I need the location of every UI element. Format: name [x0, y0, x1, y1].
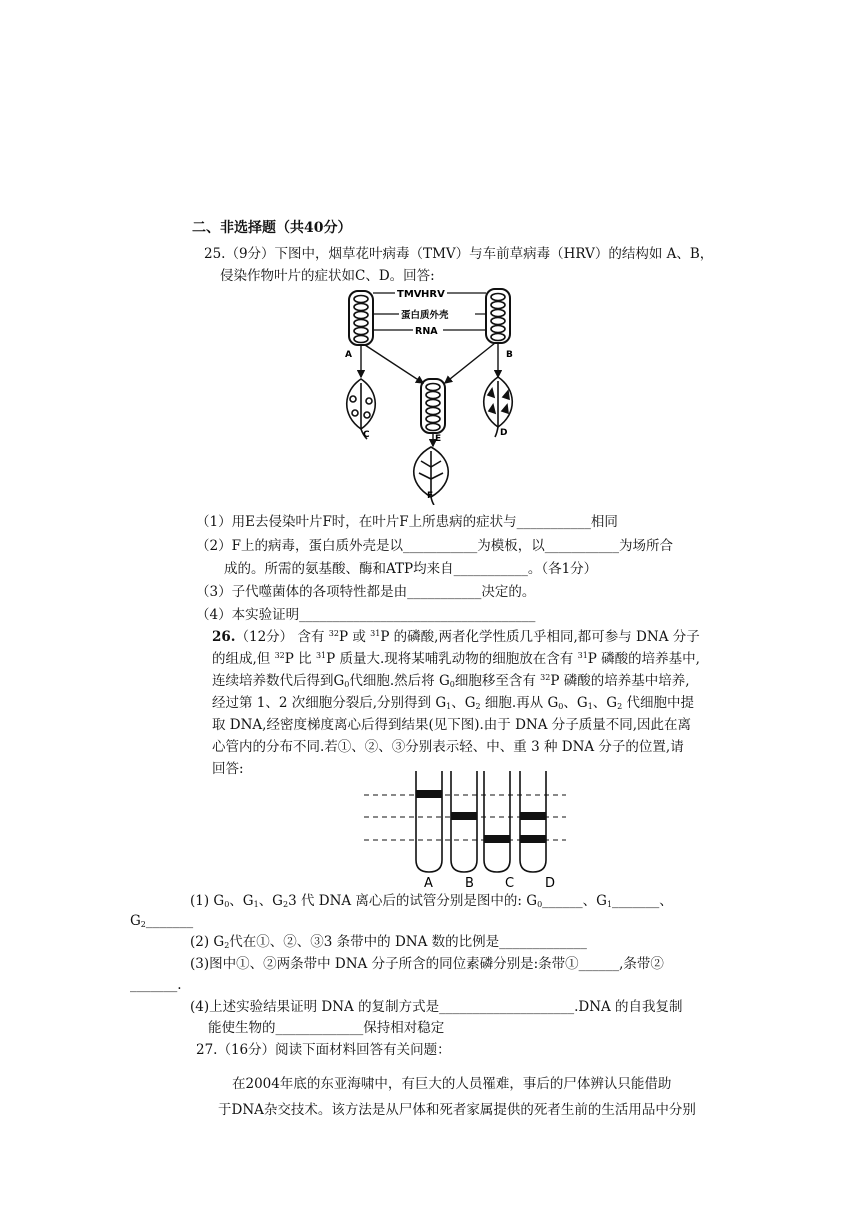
q26-sub3-cont: _______. — [130, 977, 182, 993]
label-a: A — [345, 350, 352, 360]
leaf-c — [347, 379, 376, 439]
q25-stem-line1: 25.（9分）下图中，烟草花叶病毒（TMV）与车前草病毒（HRV）的结构如 A、B， — [204, 246, 714, 262]
tube-label-c: C — [505, 876, 515, 890]
q26-line7: 回答: — [212, 761, 244, 777]
q26-sub1-cont: $G_2\_\_\_\_\_\_\_$ — [130, 913, 194, 929]
q27-paragraph-line2: 于DNA杂交技术。该方法是从尸体和死者家属提供的死者生前的生活用品中分别 — [218, 1102, 696, 1118]
q26-sub4: (4)上述实验结果证明 DNA 的复制方式是____________________.DNA 的自我复制 — [190, 999, 683, 1015]
q26-sub1: (1) $G_0$、$G_1$、$G_23$ 代 DNA 离心后的试管分别是图中的: $G_0\_\_\_\_\_\_$、$G_1\_\_\_\_\_\_\_$、 — [190, 893, 673, 909]
q26-number: 26. — [212, 629, 236, 645]
label-rna: RNA — [415, 326, 438, 337]
q26-line2: 的组成,但 $^{32}$P 比 $^{31}$P 质量大.现将某哺乳动物的细胞放在含有 $^{31}$P 磷酸的培养基中, — [212, 651, 700, 667]
virus-a-tmv — [349, 291, 373, 345]
q26-line3: 连续培养数代后得到$G_0$代细胞.然后将 $G_0$细胞移至含有 $^{32}$P 磷酸的培养基中培养, — [212, 673, 690, 689]
centrifuge-tubes-diagram — [360, 766, 580, 890]
q26-sub3: (3)图中①、②两条带中 DNA 分子所含的同位素磷分别是:条带①______,条带② — [190, 956, 664, 972]
q26-sub4-cont: 能使生物的_____________保持相对稳定 — [208, 1020, 445, 1036]
tube-d — [520, 771, 546, 872]
label-c: C — [363, 430, 370, 440]
q26-line4: 经过第 1、2 次细胞分裂后,分别得到 $G_1$、$G_2$ 细胞.再从 $G_0$、$G_1$、$G_2$ 代细胞中提 — [212, 695, 694, 711]
tube-label-b: B — [465, 876, 474, 890]
q25-sub1: （1）用E去侵染叶片F时，在叶片F上所患病的症状与___________相同 — [196, 514, 618, 530]
q25-sub3: （3）子代噬菌体的各项特性都是由___________决定的。 — [196, 584, 536, 600]
tube-label-d: D — [545, 876, 556, 890]
tube-b — [451, 771, 477, 872]
q26-line5: 取 DNA,经密度梯度离心后得到结果(见下图).由于 DNA 分子质量不同,因此在离 — [212, 717, 692, 733]
label-d: D — [500, 428, 508, 438]
leaf-d — [484, 377, 513, 437]
label-b: B — [506, 350, 513, 360]
section-title: 二、非选择题（共40分） — [192, 220, 352, 236]
virus-e — [421, 379, 445, 433]
tube-label-a: A — [424, 876, 433, 890]
tube-a — [416, 771, 442, 872]
virus-b-hrv — [486, 289, 510, 343]
virus-infection-diagram — [335, 283, 535, 505]
q25-stem-line2: 侵染作物叶片的症状如C、D。回答: — [220, 268, 435, 284]
q25-sub2-line1: （2）F上的病毒，蛋白质外壳是以___________为模板，以___________为场所合 — [196, 538, 673, 554]
label-hrv: HRV — [421, 289, 445, 300]
label-f: F — [427, 491, 434, 501]
q27-paragraph-line1: 在2004年底的东亚海啸中，有巨大的人员罹难，事后的尸体辨认只能借助 — [232, 1076, 672, 1092]
q26-line1: 26.（12分） 含有 $^{32}$P 或 $^{31}$P 的磷酸,两者化学性质几乎相同,都可参与 DNA 分子 — [212, 629, 700, 645]
q25-sub4: （4）本实验证明___________________________________ — [196, 607, 536, 623]
q27-stem: 27.（16分）阅读下面材料回答有关问题： — [196, 1042, 451, 1058]
q26-sub2: (2) $G_2$代在①、②、③3 条带中的 DNA 数的比例是_____________ — [190, 934, 587, 950]
tube-c — [484, 771, 510, 872]
label-tmv: TMV — [397, 289, 422, 300]
label-protein-coat: 蛋白质外壳 — [401, 310, 449, 321]
label-e: E — [435, 434, 442, 444]
q26-line6: 心管内的分布不同.若①、②、③分别表示轻、中、重 3 种 DNA 分子的位置,请 — [212, 739, 684, 755]
q25-sub2-line2: 成的。所需的氨基酸、酶和ATP均来自___________。（各1分） — [224, 561, 598, 577]
